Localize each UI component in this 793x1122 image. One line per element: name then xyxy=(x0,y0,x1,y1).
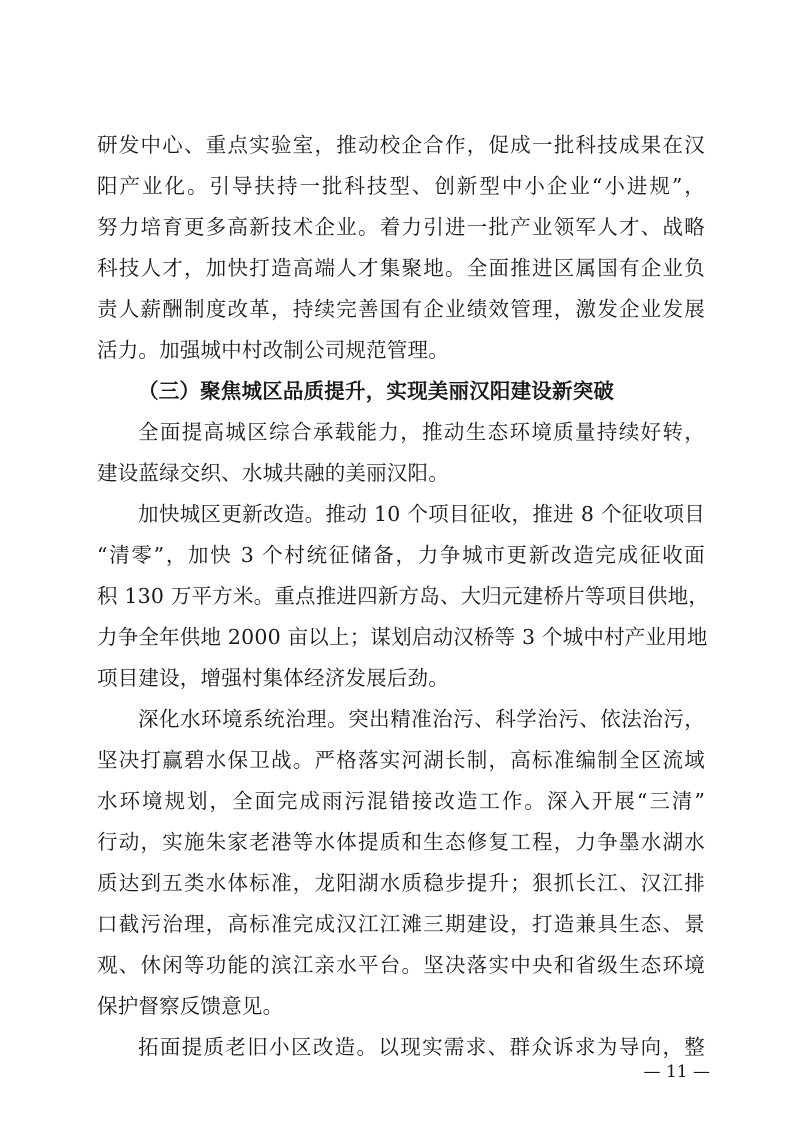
page-number: — 11 — xyxy=(643,1062,710,1082)
paragraph-line: 研发中心、重点实验室，推动校企合作，促成一批科技成果在汉 xyxy=(97,133,705,157)
paragraph-line: 口截污治理，高标准完成汉江江滩三期建设，打造兼具生态、景 xyxy=(97,912,705,936)
paragraph-line: “清零”，加快 3 个村统征储备，力争城市更新改造完成征收面 xyxy=(97,543,705,567)
paragraph-line: 拓面提质老旧小区改造。以现实需求、群众诉求为导向，整 xyxy=(138,1035,705,1059)
paragraph-line: 努力培育更多高新技术企业。着力引进一批产业领军人才、战略 xyxy=(97,215,705,239)
paragraph-line: 活力。加强城中村改制公司规范管理。 xyxy=(97,338,449,362)
paragraph-line: 力争全年供地 2000 亩以上；谋划启动汉桥等 3 个城中村产业用地 xyxy=(97,625,708,649)
paragraph-line: 深化水环境系统治理。突出精准治污、科学治污、依法治污， xyxy=(138,707,705,731)
paragraph-line: 阳产业化。引导扶持一批科技型、创新型中小企业“小进规”， xyxy=(97,174,705,198)
paragraph-line: 建设蓝绿交织、水城共融的美丽汉阳。 xyxy=(97,461,449,485)
paragraph-line: 责人薪酬制度改革，持续完善国有企业绩效管理，激发企业发展 xyxy=(97,297,705,321)
paragraph-line: 全面提高城区综合承载能力，推动生态环境质量持续好转， xyxy=(138,420,705,444)
paragraph-line: 水环境规划，全面完成雨污混错接改造工作。深入开展“三清” xyxy=(97,789,705,813)
paragraph-line: 加快城区更新改造。推动 10 个项目征收，推进 8 个征收项目 xyxy=(138,502,705,526)
section-heading: （三）聚焦城区品质提升，实现美丽汉阳建设新突破 xyxy=(138,379,615,403)
paragraph-line: 行动，实施朱家老港等水体提质和生态修复工程，力争墨水湖水 xyxy=(97,830,705,854)
paragraph-line: 积 130 万平方米。重点推进四新方岛、大归元建桥片等项目供地， xyxy=(97,584,710,608)
paragraph-line: 观、休闲等功能的滨江亲水平台。坚决落实中央和省级生态环境 xyxy=(97,953,705,977)
paragraph-line: 科技人才，加快打造高端人才集聚地。全面推进区属国有企业负 xyxy=(97,256,705,280)
paragraph-line: 保护督察反馈意见。 xyxy=(97,994,284,1018)
paragraph-line: 坚决打赢碧水保卫战。严格落实河湖长制，高标准编制全区流域 xyxy=(97,748,705,772)
paragraph-line: 质达到五类水体标准，龙阳湖水质稳步提升；狠抓长江、汉江排 xyxy=(97,871,705,895)
paragraph-line: 项目建设，增强村集体经济发展后劲。 xyxy=(97,666,449,690)
